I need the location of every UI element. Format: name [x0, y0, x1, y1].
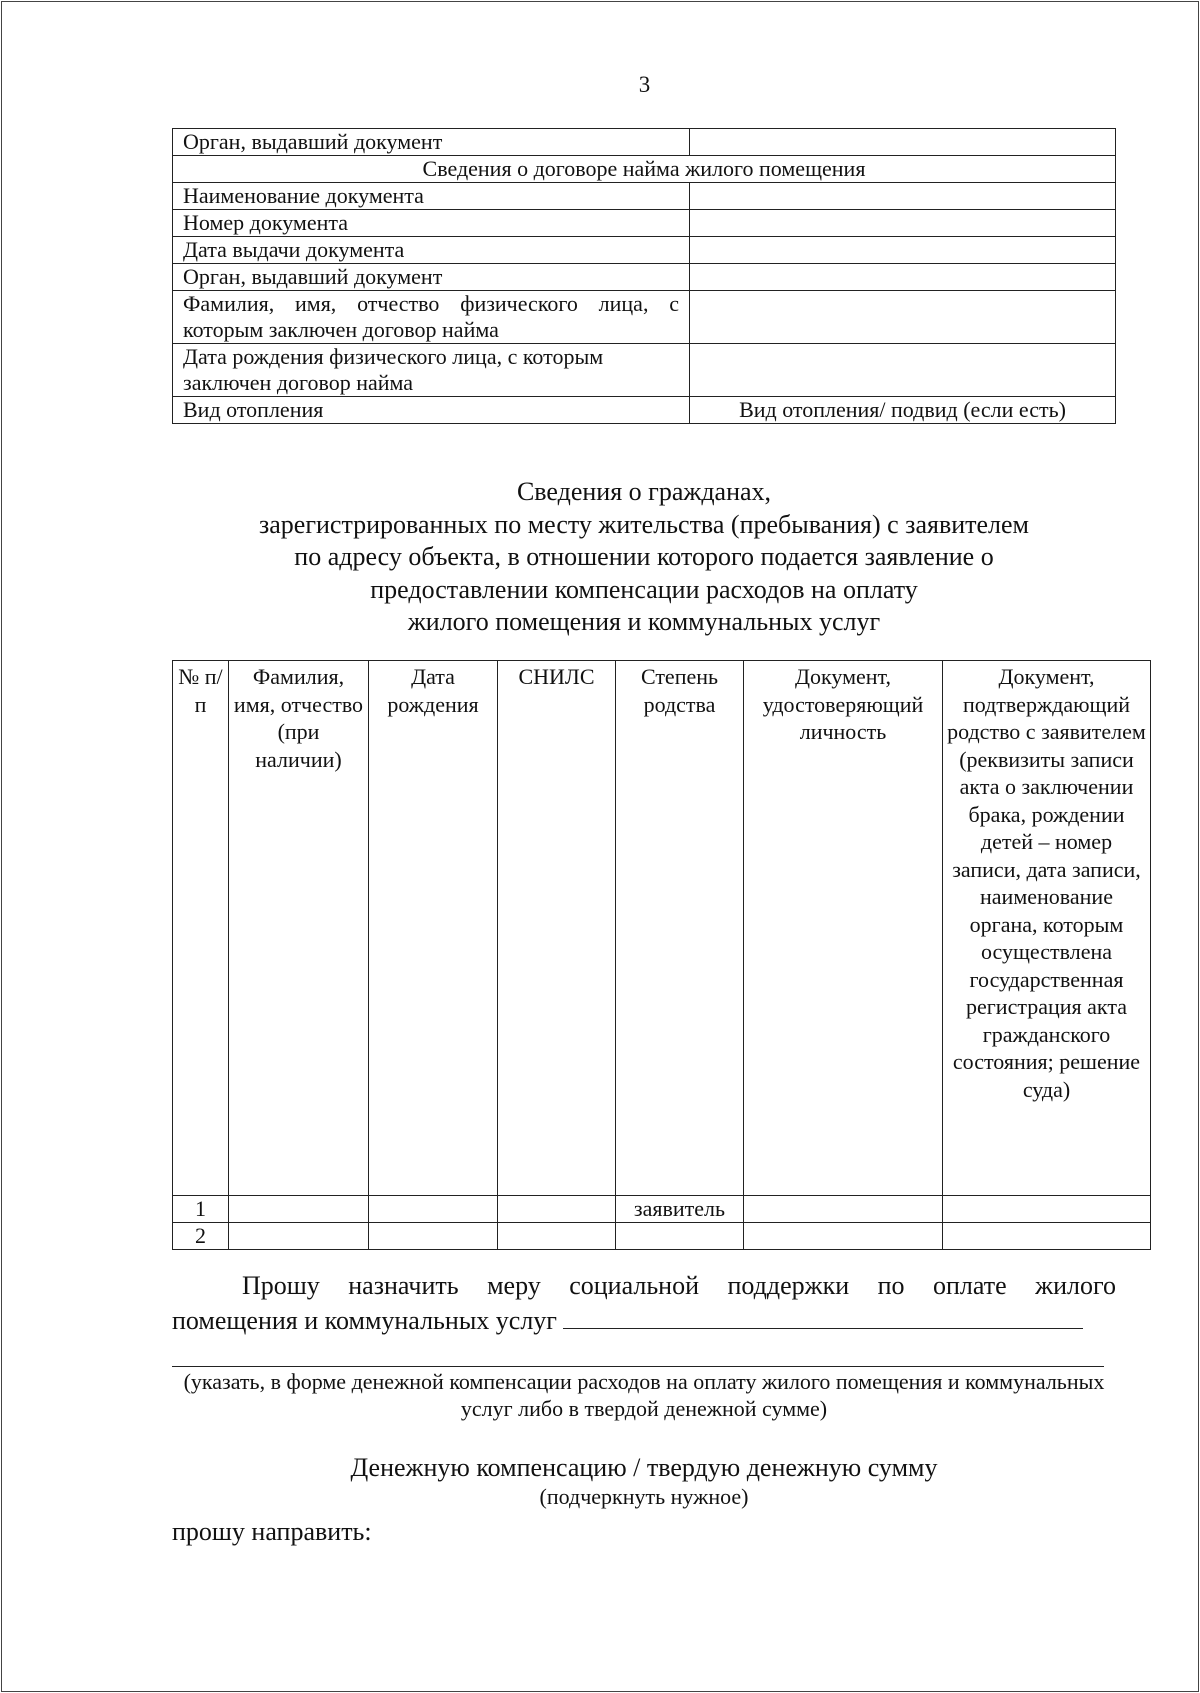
table-row [173, 291, 1116, 344]
column-header-full-name: Фамилия, имя, отчество (при наличии) [229, 661, 369, 1196]
table-header-row [173, 661, 1151, 1196]
row-label: Наименование документа [173, 183, 690, 210]
compensation-note: (подчеркнуть нужное) [539, 1484, 749, 1509]
row-value-field[interactable] [690, 344, 1116, 397]
row-label: Фамилия, имя, отчество физического лица, с которым заключен договор найма [173, 291, 690, 344]
page-number: 3 [638, 72, 651, 97]
cell-number: 2 [173, 1223, 229, 1250]
section-header: Сведения о договоре найма жилого помещения [173, 156, 1116, 183]
cell-full-name[interactable] [229, 1223, 369, 1250]
title-line: зарегистрированных по месту жительства (пребывания) с заявителем [258, 509, 1030, 539]
table-row [173, 397, 1116, 424]
table-row [173, 264, 1116, 291]
cell-relation[interactable] [616, 1223, 744, 1250]
table-row [173, 183, 1116, 210]
column-header-birth-date: Дата рождения [369, 661, 498, 1196]
cell-snils[interactable] [498, 1196, 616, 1223]
column-header-snils: СНИЛС [498, 661, 616, 1196]
row-label: Вид отопления [173, 397, 690, 424]
compensation-choice[interactable]: Денежную компенсацию / твердую денежную сумму [350, 1453, 938, 1482]
cell-birth-date[interactable] [369, 1223, 498, 1250]
request-text: помещения и коммунальных услуг [172, 1306, 557, 1335]
cell-relation-document[interactable] [943, 1196, 1151, 1223]
row-value-field[interactable] [690, 237, 1116, 264]
request-text-line: Прошу назначить меру социальной поддержки по оплате жилого [242, 1271, 1116, 1300]
table-row [173, 129, 1116, 156]
citizens-table [172, 660, 1151, 1250]
row-value-field[interactable] [690, 264, 1116, 291]
cell-full-name[interactable] [229, 1196, 369, 1223]
row-label: Номер документа [173, 210, 690, 237]
cell-relation-document[interactable] [943, 1223, 1151, 1250]
column-header-relation: Степень родства [616, 661, 744, 1196]
compensation-block [172, 1452, 1116, 1510]
table-row [173, 1196, 1151, 1223]
request-hint: (указать, в форме денежной компенсации расходов на оплату жилого помещения и коммунальных услуг либо в твердой денежной сумме) [183, 1369, 1105, 1421]
column-header-number: № п/п [173, 661, 229, 1196]
request-text-line-2 [172, 1302, 1116, 1337]
request-fill-line-full[interactable] [172, 1366, 1104, 1367]
column-header-id-document: Документ, удостоверяющий личность [744, 661, 943, 1196]
table-row [173, 1223, 1151, 1250]
cell-relation: заявитель [616, 1196, 744, 1223]
row-value-field[interactable]: Вид отопления/ подвид (если есть) [690, 397, 1116, 424]
row-label: Дата выдачи документа [173, 237, 690, 264]
row-value-field[interactable] [690, 210, 1116, 237]
cell-snils[interactable] [498, 1223, 616, 1250]
row-value-field[interactable] [690, 129, 1116, 156]
column-header-relation-document: Документ, подтверждающий родство с заявителем (реквизиты записи акта о заключении брака, рождении детей – номер записи, дата записи, наименование органа, которым осуществлена государственная регистрация акта гражданского состояния; решение суда) [943, 661, 1151, 1196]
rental-agreement-table [172, 128, 1116, 424]
table-row [173, 237, 1116, 264]
row-value-field[interactable] [690, 183, 1116, 210]
row-value-field[interactable] [690, 291, 1116, 344]
row-label: Орган, выдавший документ [173, 129, 690, 156]
title-line: по адресу объекта, в отношении которого подается заявление о [294, 542, 994, 571]
cell-id-document[interactable] [744, 1196, 943, 1223]
send-to-label: прошу направить: [172, 1517, 372, 1546]
row-label: Дата рождения физического лица, с которым заключен договор найма [173, 344, 690, 397]
table-section-header-row [173, 156, 1116, 183]
table-row [173, 344, 1116, 397]
request-fill-line[interactable] [563, 1302, 1083, 1329]
table-row [173, 210, 1116, 237]
citizens-section-title [172, 476, 1116, 639]
title-line: предоставлении компенсации расходов на оплату [370, 574, 918, 604]
title-line: Сведения о гражданах, [516, 477, 772, 506]
cell-number: 1 [173, 1196, 229, 1223]
title-line: жилого помещения и коммунальных услуг [407, 607, 881, 636]
support-request [172, 1270, 1116, 1337]
cell-birth-date[interactable] [369, 1196, 498, 1223]
cell-id-document[interactable] [744, 1223, 943, 1250]
row-label: Орган, выдавший документ [173, 264, 690, 291]
